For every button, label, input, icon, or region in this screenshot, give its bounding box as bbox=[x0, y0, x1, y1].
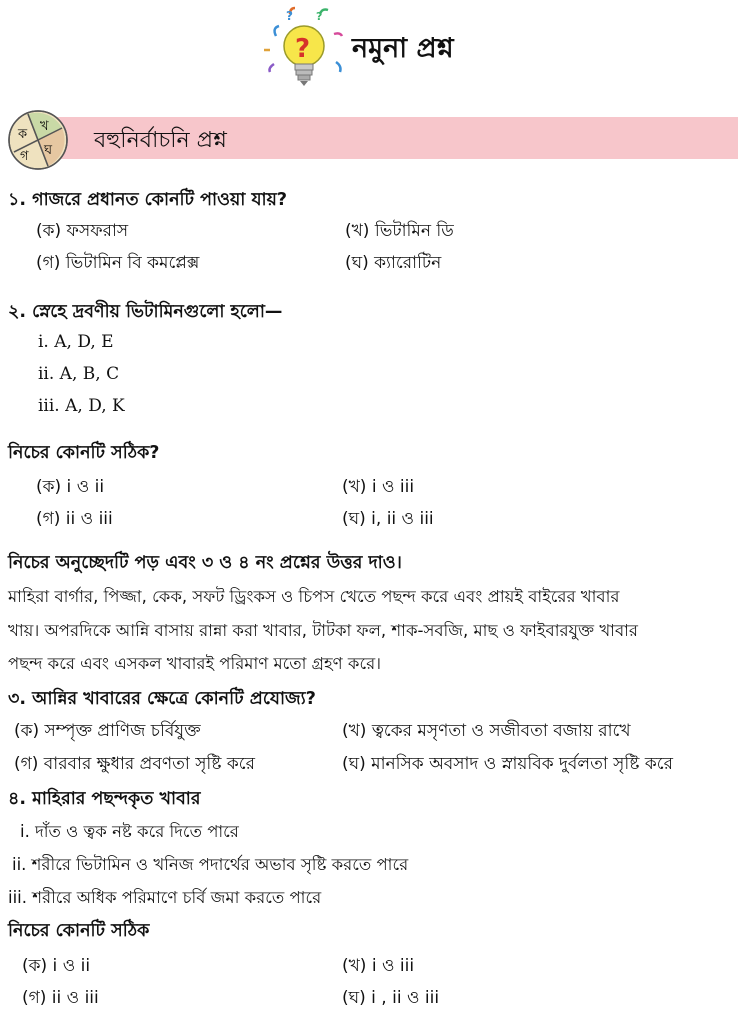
passage-line: পছন্দ করে এবং এসকল খাবারই পরিমাণ মতো গ্রহণ করে। bbox=[8, 654, 382, 673]
page-title: নমুনা প্রশ্ন bbox=[352, 33, 454, 64]
q4-statement-i: i. দাঁত ও ত্বক নষ্ট করে দিতে পারে bbox=[20, 822, 239, 841]
q1-option-gha: (ঘ) ক্যারোটিন bbox=[345, 253, 442, 273]
q2-statement-i: i. A, D, E bbox=[38, 332, 114, 352]
lightbulb-question-icon bbox=[262, 4, 348, 90]
badge-letter: খ bbox=[40, 119, 49, 134]
q4-option-gha: (ঘ) i , ii ও iii bbox=[342, 988, 440, 1008]
badge-letter: ঘ bbox=[44, 143, 53, 158]
q3-option-gha: (ঘ) মানসিক অবসাদ ও স্নায়বিক দুর্বলতা সৃষ্টি করে bbox=[342, 754, 673, 774]
q2-prompt: নিচের কোনটি সঠিক? bbox=[8, 443, 160, 463]
q3-option-kha: (খ) ত্বকের মসৃণতা ও সজীবতা বজায় রাখে bbox=[342, 721, 631, 741]
badge-letter: ক bbox=[18, 127, 28, 142]
q2-statement-iii: iii. A, D, K bbox=[38, 396, 125, 416]
q2-option-kha: (খ) i ও iii bbox=[342, 477, 415, 497]
q2-option-gha: (ঘ) i, ii ও iii bbox=[342, 509, 434, 529]
svg-text:?: ? bbox=[295, 34, 311, 64]
passage-line: মাহিরা বার্গার, পিজ্জা, কেক, সফট ড্রিংকস ও চিপস খেতে পছন্দ করে এবং প্রায়ই বাইরের খাবার bbox=[8, 587, 620, 606]
question-4-text: ৪. মাহিরার পছন্দকৃত খাবার bbox=[8, 789, 201, 809]
badge-letter: গ bbox=[20, 149, 29, 164]
q1-option-ka: (ক) ফসফরাস bbox=[36, 221, 129, 241]
q4-option-kha: (খ) i ও iii bbox=[342, 956, 415, 976]
q2-option-ka: (ক) i ও ii bbox=[36, 477, 105, 497]
page-header bbox=[262, 4, 502, 90]
q4-statement-iii: iii. শরীরে অধিক পরিমাণে চর্বি জমা করতে পারে bbox=[8, 888, 322, 907]
svg-text:?: ? bbox=[286, 9, 293, 23]
q1-option-ga: (গ) ভিটামিন বি কমপ্লেক্স bbox=[36, 253, 200, 273]
q4-option-ga: (গ) ii ও iii bbox=[22, 988, 99, 1008]
q2-option-ga: (গ) ii ও iii bbox=[36, 509, 113, 529]
q3-option-ga: (গ) বারবার ক্ষুধার প্রবণতা সৃষ্টি করে bbox=[14, 754, 255, 774]
question-3-text: ৩. আন্নির খাবারের ক্ষেত্রে কোনটি প্রযোজ্য? bbox=[8, 689, 316, 709]
q2-statement-ii: ii. A, B, C bbox=[38, 364, 120, 384]
question-2-text: ২. স্নেহে দ্রবণীয় ভিটামিনগুলো হলো— bbox=[8, 302, 283, 322]
q4-prompt: নিচের কোনটি সঠিক bbox=[8, 921, 150, 941]
passage-heading: নিচের অনুচ্ছেদটি পড় এবং ৩ ও ৪ নং প্রশ্নের উত্তর দাও। bbox=[8, 553, 402, 573]
question-1-text: ১. গাজরে প্রধানত কোনটি পাওয়া যায়? bbox=[8, 190, 288, 210]
q4-statement-ii: ii. শরীরে ভিটামিন ও খনিজ পদার্থের অভাব সৃষ্টি করতে পারে bbox=[12, 855, 409, 874]
mcq-badge-icon bbox=[6, 108, 70, 172]
q4-option-ka: (ক) i ও ii bbox=[22, 956, 91, 976]
q1-option-kha: (খ) ভিটামিন ডি bbox=[345, 221, 454, 241]
section-title: বহুনির্বাচনি প্রশ্ন bbox=[94, 128, 227, 153]
q3-option-ka: (ক) সম্পৃক্ত প্রাণিজ চর্বিযুক্ত bbox=[14, 721, 201, 741]
passage-line: খায়। অপরদিকে আন্নি বাসায় রান্না করা খাবার, টাটকা ফল, শাক-সবজি, মাছ ও ফাইবারযুক্ত খাবার bbox=[8, 621, 638, 640]
svg-text:?: ? bbox=[316, 10, 323, 23]
section-banner bbox=[18, 117, 738, 159]
